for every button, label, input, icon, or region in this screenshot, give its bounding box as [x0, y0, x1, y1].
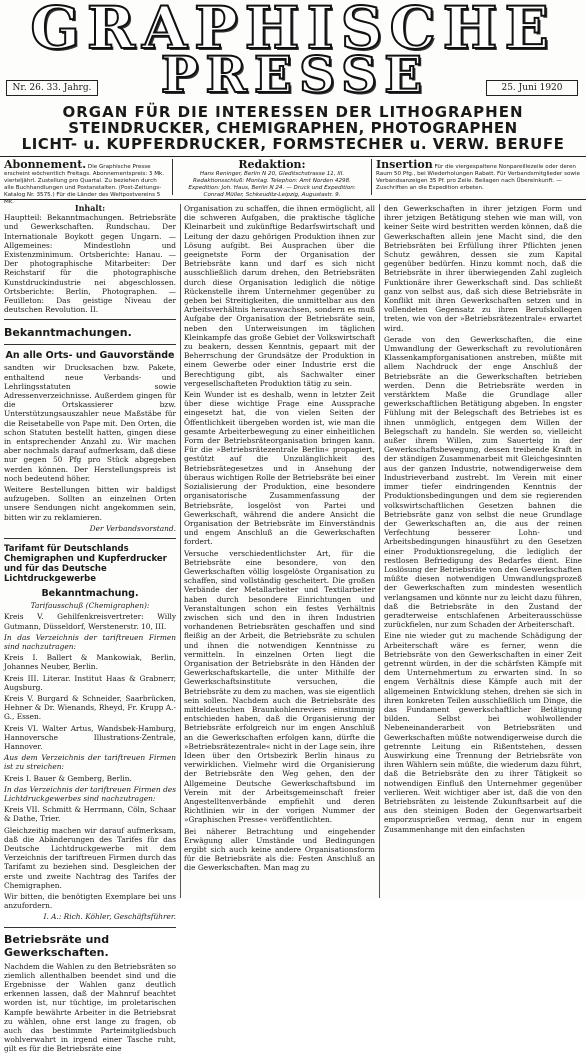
- divider: [4, 344, 176, 345]
- article-paragraph: Eine nie wieder gut zu machende Schädigung der Arbeiterschaft wäre es ferner, wenn die Betriebsräte von den Gewerkschaften in einer Zeit getrennt würden, in der die schärfsten Kämpfe mit dem Unternehmertum zu erwarten sind. In so engem Verhältnis diese Kämpfe auch mit der allgemeinen Entwicklung stehen, drehen sie sich in ihren konkreten Teilen ausschließlich um Dinge, die das Fundament gewerkschaftlicher Betätigung bilden. Selbst bei wohlwollender Nebeneinanderarbeit von Betriebsräten und Gewerkschaften müßte notwendigerweise durch die getrennte Leitung ein Rißentstehen, dessen Auswirkung eine Trennung der Betriebsräte von ihren Wählern sein müßte, die wiederum dazu führt, daß die Betriebsräte den zu ihrer Tätigkeit so notwendigen Einfluß den Unternehmer gegenüber verlieren. Weit wichtiger aber ist, daß die von den Betriebsräten zu leistende Zukunftsarbeit auf die aus den steinigen Boden der Gegenwartsarbeit emporzusprießen vermag, denn nur in engem Zusammenhange mit den einfachsten: [384, 631, 582, 834]
- aufruf-heading: An alle Orts- und Gauvorstände: [5, 350, 175, 362]
- column-rule: [379, 204, 380, 898]
- article-paragraph: Versuche verschiedentlichster Art, für die Betriebsräte eine besondere, von den Gewerkschaften völlig losgelöste Organisation zu schaffen, sind vollständig gescheitert. Die großen Verbände der Metallarbeiter und Textilarbeiter haben durch besondere Einrichtungen und Veranstaltungen schon ein festes Verhältnis zwischen sich und den in ihren Industrien vorhandenen Betriebsräten geschaffen und sind fleißig an der Arbeit, die Betriebsräte zu schulen und ihnen die notwendigen Kenntnisse zu vermitteln. In einzelnen Orten liegt die Organisation der Betriebsräte in den Händen der Gewerkschaftskartelle, die unter Mithilfe der Gewerkschaftsinstitute versuchen, die Betriebsräte zu dem zu machen, was sie eigentlich sein sollen. Nachdem auch die Betriebsräte des mitteldeutschen Braunkohlenreviers einstimmig entschieden haben, daß die Organisierung der Betriebsräte erfolgreich nur im engen Anschluß an die Gewerkschaften erfolgen kann, dürfte die »Betriebsrätezentrale« nicht in der Lage sein, ihre Ideen über den Ortsbezirk Berlin hinaus zu verwirklichen. Vielmehr wird die Organisierung der Betriebsräte den Weg gehen, den der Allgemeine Deutsche Gewerkschaftsbund im Verein mit der Arbeitsgemeinschaft freier Angestelltenverbände empfiehlt und deren Richtlinien wir in der vorigen Nummer der »Graphischen Presse« veröffentlichten.: [184, 548, 375, 825]
- masthead: [0, 0, 586, 153]
- table-of-contents: [4, 204, 176, 320]
- aufruf-signature: Der Verbandsvorstand.: [89, 523, 176, 533]
- section-heading-betriebsraete: Betriebsräte und Gewerkschaften.: [4, 932, 110, 959]
- abonnement-text: Die Graphische Presse erscheint wöchentlich Freitags. Abonnementspreis: 3 Mk. vierteljährl. Zustellung pro Quartal. Zu beziehen durch alle Buchhandlungen und Postanstalten. (Post-Zeitungs-Katalog Nr. 3575.) Für die Länder des Weltpostvereins 5 Mk.: [4, 164, 165, 205]
- gleichzeitig-text: Gleichzeitig machen wir darauf aufmerksam, daß die Abänderungen des Tarifes für das Deutsche Lichtdruckgewerbe mit dem Verzeichnis der tariftreuen Firmen durch das Tarifamt zu beziehen sind. Desgleichen der erste und zweite Nachtrag des Tarifes der Chemigraphen.: [4, 825, 176, 890]
- betriebsraete-text: Nachdem die Wahlen zu den Betriebsräten so ziemlich allenthalben beendet sind und die Ergebnisse der Wahlen ganz deutlich erkennen lassen, daß der Mahnruf beachtet worden ist, nur tüchtige, im proletarischen Kampfe bewährte Arbeiter in die Betriebsrat zu wählen, ohne erst lange zu fragen, ob auch das bestimmte Parteimitgliedsbuch wohlverwahrt in irgend einer Tasche ruht, gilt es für die Betriebsräte eine: [4, 961, 176, 1054]
- column-3: [384, 204, 582, 900]
- streichen-heading: Aus dem Verzeichnis der tariftreuen Firmen ist zu streichen:: [4, 753, 176, 772]
- tarifamt-bekanntmachung: Bekanntmachung.: [41, 588, 139, 600]
- tarifausschuss-subhead: Tarifausschuß (Chemigraphen):: [30, 601, 150, 611]
- article-paragraph: Bei näherer Betrachtung und eingehender Erwägung aller Umstände und Bedingungen ergibt sich auch keine andere Organisationsform für die Betriebsräte als die: Festen Anschluß an die Gewerkschaften. Man mag zu: [184, 826, 375, 873]
- article-paragraph: Organisation zu schaffen, die ihnen ermöglicht, all die schweren Aufgaben, die praktische tägliche Kleinarbeit und zukünftige Bedarfswirtschaft und Leitung der dazu gehörigen Produktion ihnen zur Lösung aufgibt. Bei Ausprachen über die geeignetste Form der Organisation der Betriebsräte kann und darf es sich nicht ausschließlich darum drehen, den Betriebsräten durch diese Organisation lediglich die nötige Rückenstelle ihrem Unternehmer gegenüber zu geben bei Streitigkeiten, die unmittelbar aus den Arbeitsverhältnis herauswachsen, sondern es muß Aufgabe der Organisation der Betriebsräte sein, neben den Unterweisungen im täglichen Kleinkampfe das große Gebiet der Volkswirtschaft zu beakern, dessen Kenntnis, gepaart mit der Beherrschung der Grundsätze der Produktion in einem Gewerbe oder einer Industrie erst die Berechtigung gibt, als Sachwalter einer vergesellschafteten Produktion tätig zu sein.: [184, 204, 375, 388]
- toc-text: Hauptteil: Bekanntmachungen. Betriebsräte und Gewerkschaften. Rundschau. Der Internationale Boykott gegen Ungarn. — Allgemeines: Mindestlohn und Existenzminimum. Ortsberichte: Hanau. — Der photographische Mitarbeiter: Der Reichstarif für die photographische Kunstdruckindustrie nei abgeschlossen. Ortsberichte: Berlin, Photographen. — Feuilleton: Das geistige Niveau der deutschen Revolution. II.: [4, 213, 176, 315]
- firmen-heading: In das Verzeichnis der tariftreuen Firmen sind nachzutragen:: [4, 632, 176, 651]
- section-heading-bekanntmachungen: Bekanntmachungen.: [4, 326, 132, 340]
- column-2: [184, 204, 375, 900]
- masthead-title-line1: GRAPHISCHE: [30, 0, 556, 62]
- abonnement-block: [4, 159, 166, 206]
- bitte-text: Wir bitten, die benötigten Exemplare bei uns anzufordern.: [4, 891, 176, 911]
- lichtdruck-heading: In das Verzeichnis der tariftreuen Firmen des Lichtdruckgewerbes sind nachzutragen:: [4, 784, 176, 803]
- insertion-block: [376, 159, 582, 192]
- redaktion-heading: Redaktion:: [238, 158, 306, 171]
- subtitle-line1: ORGAN FÜR DIE INTERESSEN DER LITHOGRAPHEN: [62, 103, 524, 121]
- kreis-entry: Kreis V. Burgard & Schneider, Saarbrücken, Hehner & Dr. Wienands, Rheyd, Fr. Krupp A.-G., Essen.: [4, 693, 176, 722]
- article-paragraph: Gerade von den Gewerkschaften, die eine Umwandlung der Gewerkschaft zu revolutionären Klassenkampforganisationen anstreben, müßte mit allem Nachdruck der enge Anschluß der Betriebsräte an die Gewerkschaften betrieben werden. Denn die Betriebsräte werden in verstärktem Maße die Grundlage aller gewerkschaftlichen Betätigung abgeben. In engster Fühlung mit der Belegschaft des Betriebes ist es ihnen unmöglich, entgegen dem Willen der Belegschaft zu handeln. Sie werden so, vielleicht außer ihrem Willen, zum Sauerteig in der Gewerkschaftsbewegung, dessen treibende Kraft in der ständigen Zusammenarbeit mit Gleichgesinnten aus der ganzen Industrie, notwendigerweise dem Industrieverband zustrebt. Im Verein mit einer immer tiefer eindringenden Kenntnis der Produktionsbedingungen und dem sie regierenden volkswirtschaftlichen Gesetzen bahnen die Betriebsräte ganz von selbst die neue Grundlage der Gewerkschaften an, die aus der reinen Verfechtung besserer Lohn- und Arbeitsbedingungen hinausführt zu den Gesetzen einer Produktionsregelung, die lediglich der restlosen Befriedigung des Bedarfes dient. Eine Loslösung der Betriebsräte von den Gewerkschaften müßte diesen notwendigen Umwandlungsprozeß der Gewerkschaften zum mindesten wesentlich verlangsamen und könnte nur zu leicht dazu führen, daß die Betriebsräte in den Zustand der geradterweise entschlafenen Arbeiterausschüsse zurückfielen, nur zum Schaden der Arbeiterschaft.: [384, 334, 582, 630]
- kreis-entry: Kreis I. Bauer & Gemberg, Berlin.: [4, 773, 132, 783]
- article-paragraph: den Gewerkschaften in ihrer jetzigen Form und ihrer jetzigen Betätigung stehen wie man will, von keiner Seite wird bestritten werden können, daß die Gewerkschaften allein jene Macht sind, die den Betriebsräten bei Erfüllung ihrer Pflichten jenen Schutz gewähren, dessen sie zum Kapital gegenüber bedürfen. Hinzu kommt noch, daß die Betriebsräte in ihrer überwiegenden Zahl zugleich Funktionäre ihrer Gewerkschaft sind. Das schließt ganz von selbst aus, daß sich diese Betriebsräte in Konflikt mit ihren Gewerkschaften setzen und in vollendeten Gegensatz zu ihren Berufskollegen treten, wie von der »Betriebsrätezentrale« erwartet wird.: [384, 204, 582, 333]
- masthead-title-line2: PRESSE: [160, 45, 430, 104]
- kreis-entry: Kreis V. Gehilfenkreisvertreter: Willy Gutmann, Düsseldorf, Werstenerstr. 10, III.: [4, 612, 176, 631]
- insertion-text: Für die viergespaltene Nonpareillezeile oder deren Raum 50 Pfg., bei Wiederholungen Rabatt. Für Verbandsmitglieder sowie Verbandsanzeigen 35 Pf. pro Zeile. Beilagen nach Übereinkunft. — Zuschriften an die Expedition erbeten.: [376, 164, 580, 191]
- tarifamt-heading: Tarifamt für Deutschlands Chemigraphen und Kupferdrucker und für das Deutsche Lichtdruckgewerbe: [4, 544, 167, 585]
- redaktion-block: [178, 159, 366, 199]
- redaktion-text: Hans Reninger, Berlin N 20, Gleditschstrasse 11, III. Redaktionsschluß: Montag. Telephon: Amt Norden 4298. Expedition: Joh. Haus, Berlin N 24. — Druck und Expedition: Conrad Müller, Schkeuditz-Leipzig, Augustastr. 9.: [188, 171, 356, 198]
- kreis-entry: Kreis I. Ballert & Mankowiak, Berlin, Johannes Neuber, Berlin.: [4, 653, 176, 672]
- column-1: [4, 203, 176, 1054]
- kreis-entry: Kreis VI. Walter Artus, Wandsbek-Hamburg, Hannoversche Illustrations-Zentrale, Hannover.: [4, 723, 176, 751]
- toc-heading: Inhalt:: [74, 203, 106, 213]
- info-bar: [0, 156, 586, 205]
- kreis-entry: Kreis VII. Schmitt & Herrmann, Cöln, Schaar & Dathe, Trier.: [4, 805, 176, 824]
- aufruf-text-2: Weitere Bestellungen bitten wir baldigst aufzugeben. Sollten an einzelnen Orten unsere Sendungen nicht angekommen sein, bitten wir zu reklamieren.: [4, 485, 176, 522]
- issue-number-box: Nr. 26. 33. Jahrg.: [6, 80, 98, 96]
- divider: [4, 927, 176, 928]
- subtitle-line2: STEINDRUCKER, CHEMIGRAPHEN, PHOTOGRAPHEN: [68, 119, 518, 137]
- issue-date-box: 25. Juni 1920: [486, 80, 578, 96]
- info-separator: [371, 159, 372, 195]
- column-rule: [180, 204, 181, 898]
- divider: [4, 538, 176, 539]
- subtitle-line3: LICHT- u. KUPFERDRUCKER, FORMSTECHER u. VERW. BERUFE: [21, 135, 565, 153]
- geschaeftsfuehrer-signature: I. A.: Rich. Köhler, Geschäftsführer.: [43, 912, 176, 922]
- abonnement-heading: Abonnement.: [4, 158, 87, 171]
- aufruf-text: sandten wir Drucksachen bzw. Pakete, enthaltend neue Verbands- und Lehrlingsstatuten sowie Adressenverzeichnisse. Außerdem gingen für die Ortskassierer bzw. Unterstützungsauszahler neue Maßstäbe für die Reisetabelle von Pape mit. Den Orten, die schon Statuten bestellt hatten, gingen diese in entsprechender Anzahl zu. Wir machen aber nochmals darauf aufmerksam, daß diese nur gegen 50 Pfg pro Stück abgegeben werden können. Der Herstellungspreis ist noch bedeutend höher.: [4, 363, 176, 483]
- article-paragraph: Kein Wunder ist es deshalb, wenn in letzter Zeit über diese wichtige Frage eine Aussprache eingesetzt hat, die von vielen Seiten der Öffentlichkeit übergeben worden ist, wie man die gesamte Arbeiterbewegung zu einer einheitlichen Form der Betriebsräteorganisation bringen kann. Für die »Betriebsrätezentrale Berlin« propagiert, gestützt auf die Unzulänglichkeit des Betriebsrätegesetzes und in Ansehung der überaus wichtigen Rolle der Betriebsräte bei einer Sozialisierung der Produktion, eine besondere organisatorische Zusammenfassung der Betriebsräte, losgelöst von Partei und Gewerkschaft, während die andere Ansicht die Organisation der Betriebsräte im Einverständnis und engem Anschluß an die Gewerkschaften fordert.: [184, 390, 375, 547]
- info-separator: [172, 159, 173, 195]
- insertion-heading: Insertion: [376, 158, 433, 171]
- kreis-entry: Kreis III. Literar. Institut Haas & Grabnerr, Augsburg.: [4, 673, 176, 692]
